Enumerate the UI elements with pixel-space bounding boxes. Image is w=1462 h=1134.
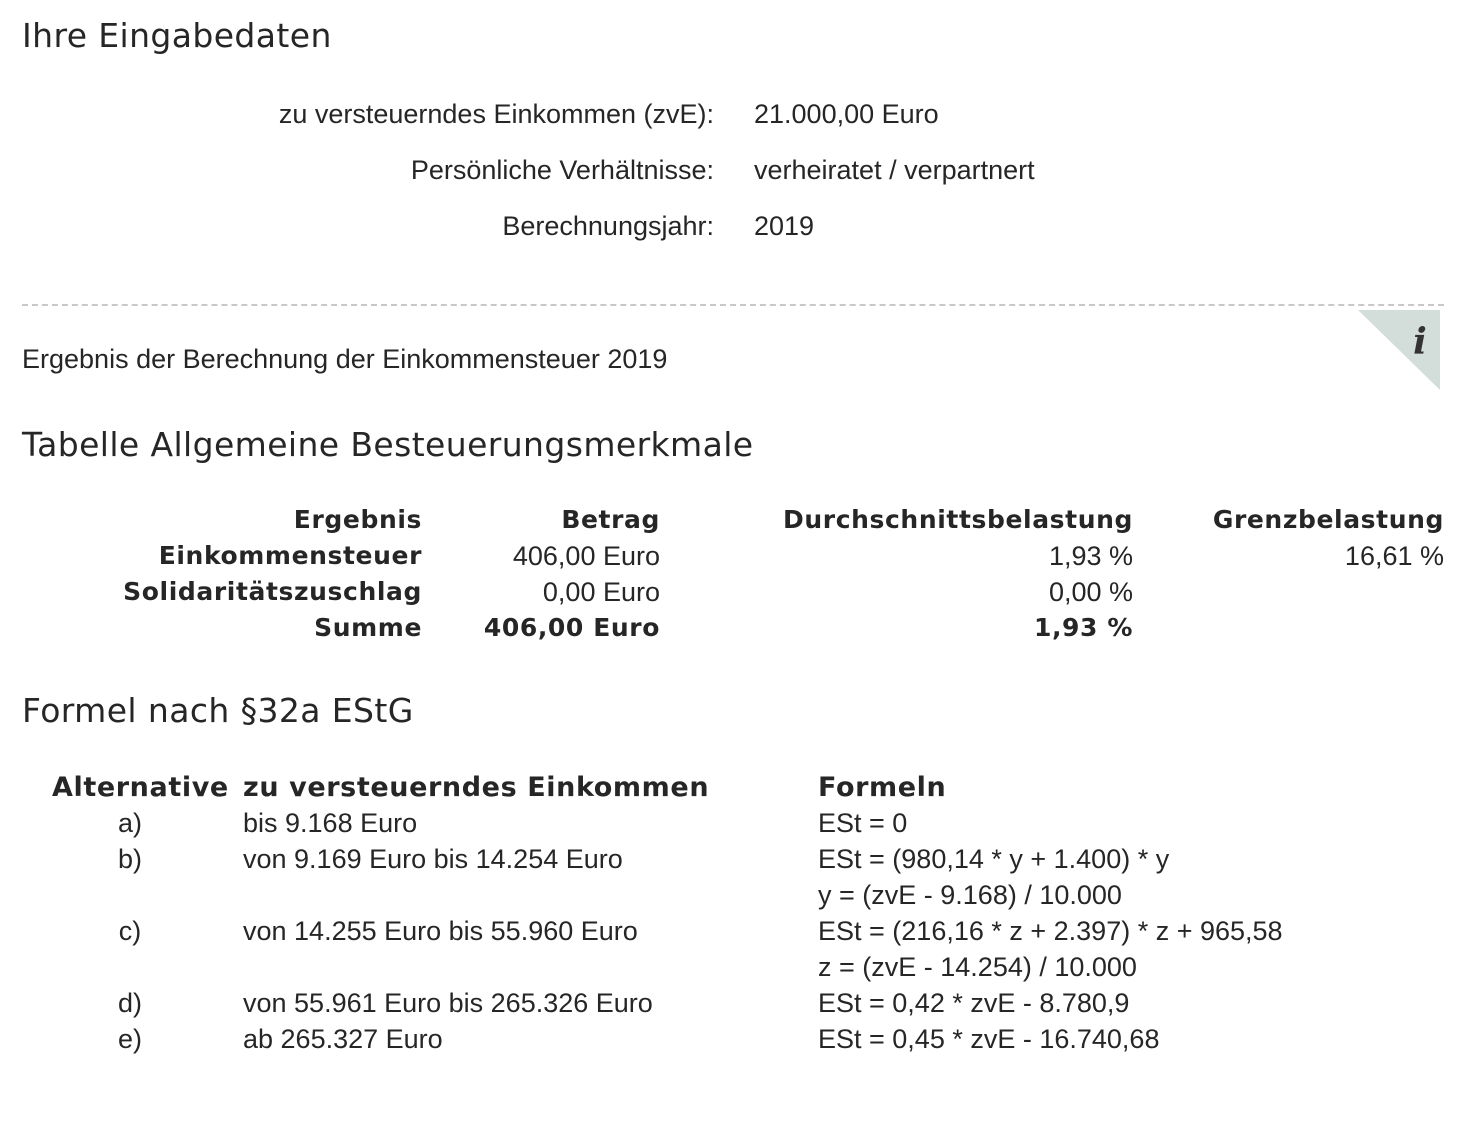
row-average: 0,00 % xyxy=(1048,577,1133,607)
info-icon[interactable] xyxy=(1358,310,1440,390)
formula-range: ab 265.327 Euro xyxy=(243,1024,443,1054)
formula-alt: b) xyxy=(117,844,142,874)
dashed-divider xyxy=(22,304,1444,306)
row-average: 1,93 % xyxy=(1048,541,1133,571)
header-marginal: Grenzbelastung xyxy=(1212,505,1444,534)
table-row-total xyxy=(0,613,1462,649)
formula-section-title: Formel nach §32a EStG xyxy=(22,691,414,730)
header-average: Durchschnittsbelastung xyxy=(783,505,1133,534)
table-row xyxy=(0,577,1462,613)
formula-row xyxy=(0,1024,1462,1060)
formula-row xyxy=(0,844,1462,880)
header-amount: Betrag xyxy=(561,505,660,534)
formula-expression: z = (zvE - 14.254) / 10.000 xyxy=(818,952,1137,982)
row-average: 1,93 % xyxy=(1033,613,1133,642)
formula-range: von 14.255 Euro bis 55.960 Euro xyxy=(243,916,638,946)
row-amount: 0,00 Euro xyxy=(542,577,660,607)
header-alternative: Alternative xyxy=(52,772,229,803)
formula-range: von 55.961 Euro bis 265.326 Euro xyxy=(243,988,653,1018)
formula-row xyxy=(0,916,1462,952)
formula-alt: e) xyxy=(117,1024,142,1054)
row-marginal: 16,61 % xyxy=(1344,541,1444,571)
input-value: 21.000,00 Euro xyxy=(754,99,939,129)
row-amount: 406,00 Euro xyxy=(483,613,660,642)
formula-expression: y = (zvE - 9.168) / 10.000 xyxy=(818,880,1122,910)
info-glyph: i xyxy=(1413,321,1427,363)
formula-range: von 9.169 Euro bis 14.254 Euro xyxy=(243,844,623,874)
result-title: Ergebnis der Berechnung der Einkommensteuer 2019 xyxy=(22,344,668,374)
formula-table xyxy=(0,772,1462,1060)
table-row xyxy=(0,541,1462,577)
input-value: verheiratet / verpartnert xyxy=(754,155,1035,185)
formula-header-row xyxy=(0,772,1462,808)
formula-alt: d) xyxy=(117,988,142,1018)
input-row-income xyxy=(0,99,1462,133)
input-value: 2019 xyxy=(754,211,815,241)
header-income: zu versteuerndes Einkommen xyxy=(243,772,710,803)
formula-row xyxy=(0,988,1462,1024)
formula-alt: a) xyxy=(117,808,142,838)
formula-expression: ESt = 0,45 * zvE - 16.740,68 xyxy=(818,1024,1160,1054)
formula-expression: ESt = (216,16 * z + 2.397) * z + 965,58 xyxy=(818,916,1283,946)
formula-row xyxy=(0,952,1462,988)
row-amount: 406,00 Euro xyxy=(512,541,660,571)
info-corner-triangle xyxy=(1358,310,1440,390)
input-row-year xyxy=(0,211,1462,245)
header-result: Ergebnis xyxy=(293,505,422,534)
formula-row xyxy=(0,880,1462,916)
input-section-title: Ihre Eingabedaten xyxy=(22,16,332,55)
input-label: Persönliche Verhältnisse: xyxy=(410,155,714,185)
header-formulas: Formeln xyxy=(818,772,947,803)
row-label: Solidaritätszuschlag xyxy=(123,577,422,606)
input-label: zu versteuerndes Einkommen (zvE): xyxy=(278,99,714,129)
formula-row xyxy=(0,808,1462,844)
general-table xyxy=(0,505,1462,649)
formula-alt: c) xyxy=(118,916,142,946)
row-label: Einkommensteuer xyxy=(158,541,422,570)
formula-expression: ESt = 0 xyxy=(818,808,908,838)
formula-range: bis 9.168 Euro xyxy=(243,808,418,838)
input-label: Berechnungsjahr: xyxy=(502,211,714,241)
table-header-row xyxy=(0,505,1462,541)
general-table-title: Tabelle Allgemeine Besteuerungsmerkmale xyxy=(22,425,754,464)
row-label: Summe xyxy=(314,613,422,642)
formula-expression: ESt = 0,42 * zvE - 8.780,9 xyxy=(818,988,1130,1018)
input-row-status xyxy=(0,155,1462,189)
formula-expression: ESt = (980,14 * y + 1.400) * y xyxy=(818,844,1170,874)
